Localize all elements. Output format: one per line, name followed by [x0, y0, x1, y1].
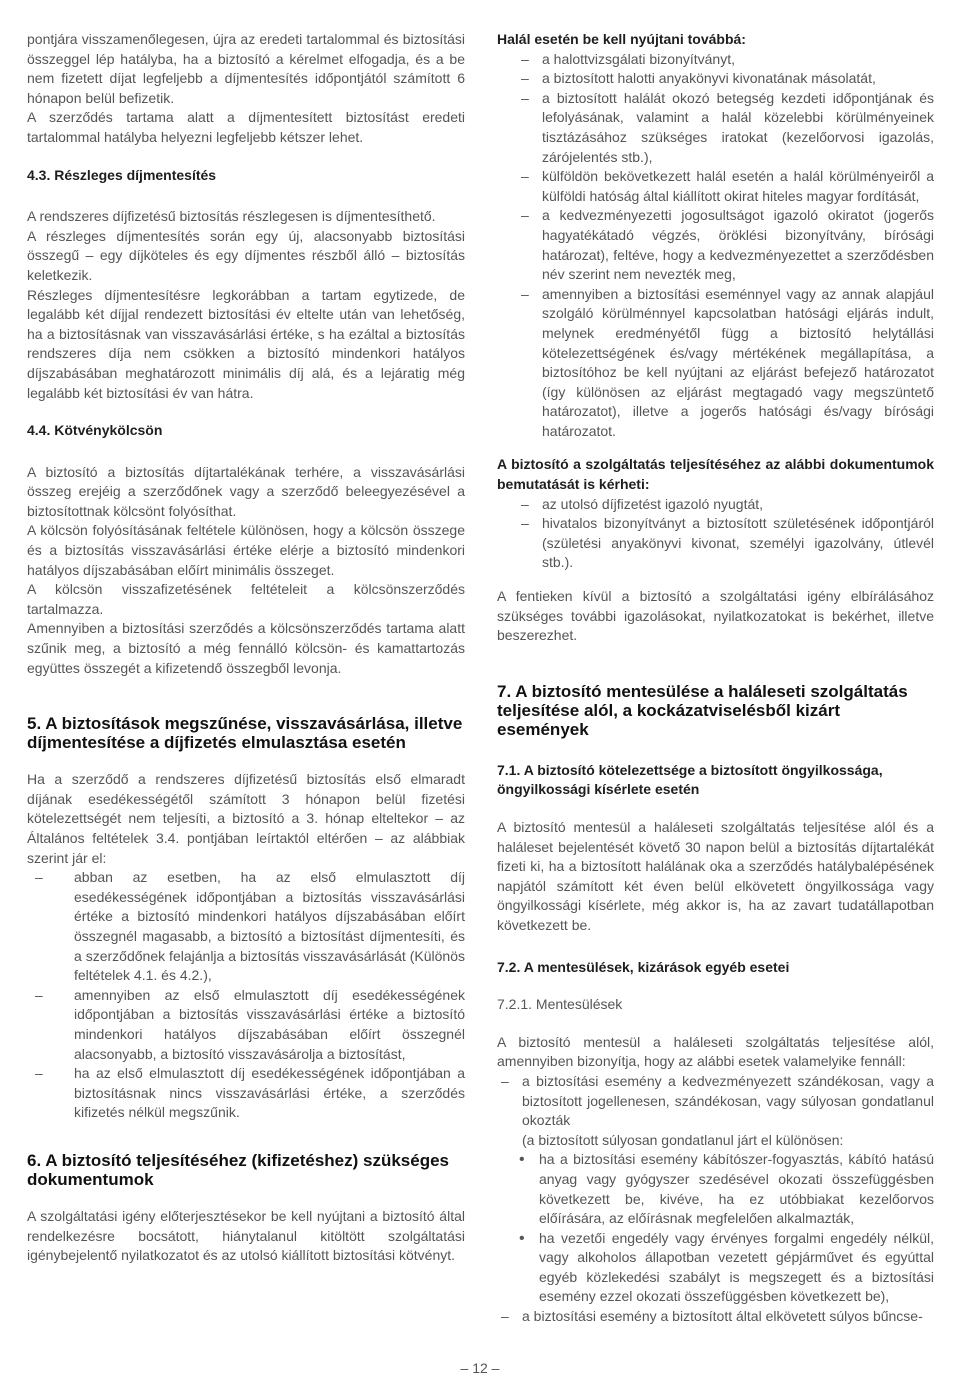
bullet-list	[497, 1150, 934, 1307]
list-item: – az utolsó díjfizetést igazoló nyugtát,	[497, 495, 934, 515]
list-item: – a biztosítási esemény a kedvezményezett szándékosan, vagy a biztosított jogellenesen, szándékosan, vagy súlyosan gondatlanul okozták	[497, 1072, 934, 1131]
paragraph: A szolgáltatási igény előterjesztésekor be kell nyújtani a biztosító által rendelkezésre bocsátott, hiánytalanul kitöltött szolgáltatási igénybejelentő nyilatkozatot és az utolsó kiállított biztosítási kötvényt.	[27, 1207, 465, 1264]
list-item: – külföldön bekövetkezett halál esetén a halál körülményeiről a külföldi hatóság által kiállított okirat hiteles magyar fordítását,	[497, 167, 934, 206]
list-item: – hivatalos bizonyítványt a biztosított születésének időpontjáról (születési anyakönyvi kivonat, személyi igazolvány, útlevél stb.).	[497, 514, 934, 573]
section-heading-5: 5. A biztosítások megszűnése, visszavásárlása, illetve díjmentesítése a díjfizetés elmulasztása esetén	[27, 714, 463, 753]
list-item: – a biztosítási esemény a biztosított által elkövetett súlyos bűncse-	[497, 1307, 934, 1327]
section-heading-7-2-1: 7.2.1. Mentesülések	[497, 996, 623, 1013]
list-item: • ha vezetői engedély vagy érvényes forgalmi engedély nélkül, vagy alkoholos állapotban vezetett gépjárművet és egyúttal egyéb közlekedési szabályt is megszegett és a biztosítási esemény ezzel okozati összefüggésben következett be),	[497, 1229, 934, 1307]
section-heading-7-1: 7.1. A biztosító kötelezettsége a biztosított öngyilkossága, öngyilkossági kísérlete esetén	[497, 761, 883, 798]
section-heading-7: 7. A biztosító mentesülése a haláleseti szolgáltatás teljesítése alól, a kockázatviselésből kizárt események	[497, 681, 908, 739]
right-column	[497, 30, 934, 1327]
dash-list	[497, 50, 934, 442]
section-heading-6: 6. A biztosító teljesítéséhez (kifizetéshez) szükséges dokumentumok	[27, 1150, 449, 1189]
dash-list	[497, 495, 934, 573]
paragraph: A szerződés tartama alatt a díjmentesített biztosítást eredeti tartalommal hatályba helyezni legfeljebb kétszer lehet.	[27, 109, 465, 145]
paragraph: pontjára visszamenőlegesen, újra az eredeti tartalommal és biztosítási összeggel lép hatályba, ha a biztosító a kérelmet elfogadja, és a be nem fizetett díjat legfeljebb a díjmentesítés időpontjától számított 6 hónapon belül befizetik.	[27, 31, 465, 106]
list-item: – abban az esetben, ha az első elmulasztott díj esedékességének időpontjában a biztosítás visszavásárlási értéke a biztosító mindenkori hatályos díjszabásában előírt összegnél magasabb, a biztosító a biztosítást díjmentesíti, és a szerződőnek felajánlja a biztosítás visszavásárlását (Különös feltételek 4.1. és 4.2.),	[27, 868, 465, 986]
paragraph: A fentieken kívül a biztosító a szolgáltatási igény elbírálásához szükséges további igazolásokat, nyilatkozatokat is bekérhet, illetve beszerezhet.	[497, 588, 934, 644]
list-item: – amennyiben a biztosítási eseménnyel vagy az annak alapjául szolgáló körülménnyel kapcsolatban hatósági eljárás indult, melynek eredményétől függ a biztosító helytállási kötelezettségének és/vagy mértékének megállapítása, a biztosítóhoz be kell nyújtani az eljárást befejező határozatot (így különösen az eljárást megtagadó vagy megszüntető határozatot), illetve a jogerős hatósági és/vagy bírósági határozatot.	[497, 285, 934, 442]
note: (a biztosított súlyosan gondatlanul járt el különösen:	[522, 1131, 844, 1148]
list-item: – ha az első elmulasztott díj esedékességének időpontjában a biztosításnak nincs visszavásárlási értéke, a szerződés kifizetés nélkül megszűnik.	[27, 1064, 465, 1123]
section-heading-4-3: 4.3. Részleges díjmentesítés	[27, 166, 217, 183]
paragraph: A biztosító mentesül a haláleseti szolgáltatás teljesítése alól, amennyiben bizonyítja, hogy az alábbi esetek valamelyike fennáll:	[497, 1033, 934, 1070]
page-footer	[0, 1360, 960, 1376]
page-number: 12	[472, 1360, 488, 1376]
list-item: – amennyiben az első elmulasztott díj esedékességének időpontjában a biztosítás visszavásárlási értéke a biztosító mindenkori hatályos díjszabásában előírt összegnél alacsonyabb, a biztosító visszavásárolja a biztosítást,	[27, 986, 465, 1064]
list-item: – a kedvezményezetti jogosultságot igazoló okiratot (jogerős hagyatékátadó végzés, öröklési bizonyítvány, bírósági határozat), feltéve, hogy a kedvezményezettet a szerződésben név szerint nem nevezték meg,	[497, 206, 934, 284]
page-number-dash: –	[460, 1360, 473, 1376]
paragraph: A kölcsön visszafizetésének feltételeit a kölcsönszerződés tartalmazza.	[27, 581, 465, 617]
paragraph: Amennyiben a biztosítási szerződés a kölcsönszerződés tartama alatt szűnik meg, a biztosító a még fennálló kölcsön- és kamattartozás együttes összegét a kifizetendő összegből levonja.	[27, 620, 465, 676]
paragraph: A rendszeres díjfizetésű biztosítás részlegesen is díjmentesíthető.	[27, 208, 436, 225]
page-number-dash: –	[487, 1360, 500, 1376]
list-item: – a halottvizsgálati bizonyítványt,	[497, 50, 934, 70]
dash-list	[27, 868, 465, 1123]
list-item: • ha a biztosítási esemény kábítószer-fogyasztás, kábító hatású anyag vagy gyógyszer szedésével okozati összefüggésben következett be, kivéve, ha ez utóbbiakat kezelőorvos előírására, az előírásnak megfelelően alkalmazták,	[497, 1150, 934, 1228]
paragraph: Részleges díjmentesítésre legkorábban a tartam egytizede, de legalább két díjjal rendezett biztosítási év eltelte után van lehetőség, ha a biztosításnak van visszavásárlási értéke, s ha ezáltal a biztosítás rendszeres díja nem csökken a biztosító mindenkori hatályos díjszabásában meghatározott minimális díj alá, és a lejáratig még legalább két biztosítási év van hátra.	[27, 286, 465, 401]
paragraph: A biztosító a biztosítás díjtartalékának terhére, a visszavásárlási összeg erejéig a szerződőnek vagy a szerződő beleegyezésével a biztosítottnak kölcsönt folyósíthat.	[27, 463, 465, 519]
section-heading-4-4: 4.4. Kötvénykölcsön	[27, 422, 163, 439]
paragraph: A részleges díjmentesítés során egy új, alacsonyabb biztosítási összegű – egy díjköteles és egy díjmentes részből álló – biztosítás keletkezik.	[27, 227, 465, 283]
paragraph: A kölcsön folyósításának feltétele különösen, hogy a kölcsön összege és a biztosítás visszavásárlási értéke elérje a biztosító mindenkori hatályos díjszabásában előírt minimális összeget.	[27, 522, 465, 578]
paragraph: A biztosító mentesül a haláleseti szolgáltatás teljesítése alól és a haláleset bejelentését követő 30 napon belül a biztosítás díjtartalékát fizeti ki, ha a biztosított halálának oka a szerződés hatálybalépésének napjától számított két éven belül elkövetett öngyilkossága vagy öngyilkossági kísérlete, még akkor is, ha az zavart tudatállapotban következett be.	[497, 819, 934, 933]
paragraph-lead: A biztosító a szolgáltatás teljesítéséhez az alábbi dokumentumok bemutatását is kérheti:	[497, 456, 934, 493]
list-item: – a biztosított halálát okozó betegség kezdeti időpontjának és lefolyásának, valamint a halál közelebbi körülményeinek tisztázásához szükséges iratokat (kezelőorvosi igazolás, zárójelentés stb.),	[497, 89, 934, 167]
section-heading-7-2: 7.2. A mentesülések, kizárások egyéb esetei	[497, 958, 790, 975]
left-column	[27, 30, 465, 1266]
paragraph-lead: Halál esetén be kell nyújtani továbbá:	[497, 31, 746, 47]
list-item: – a biztosított halotti anyakönyvi kivonatának másolatát,	[497, 69, 934, 89]
paragraph: Ha a szerződő a rendszeres díjfizetésű biztosítás első elmaradt díjának esedékességétől számított 3 hónapon belül fizetési kötelezettségét nem teljesíti, a biztosító a 3. hónap elteltekor – az Általános feltételek 3.4. pontjában leírtaktól eltérően – az alábbiak szerint jár el:	[27, 771, 465, 866]
